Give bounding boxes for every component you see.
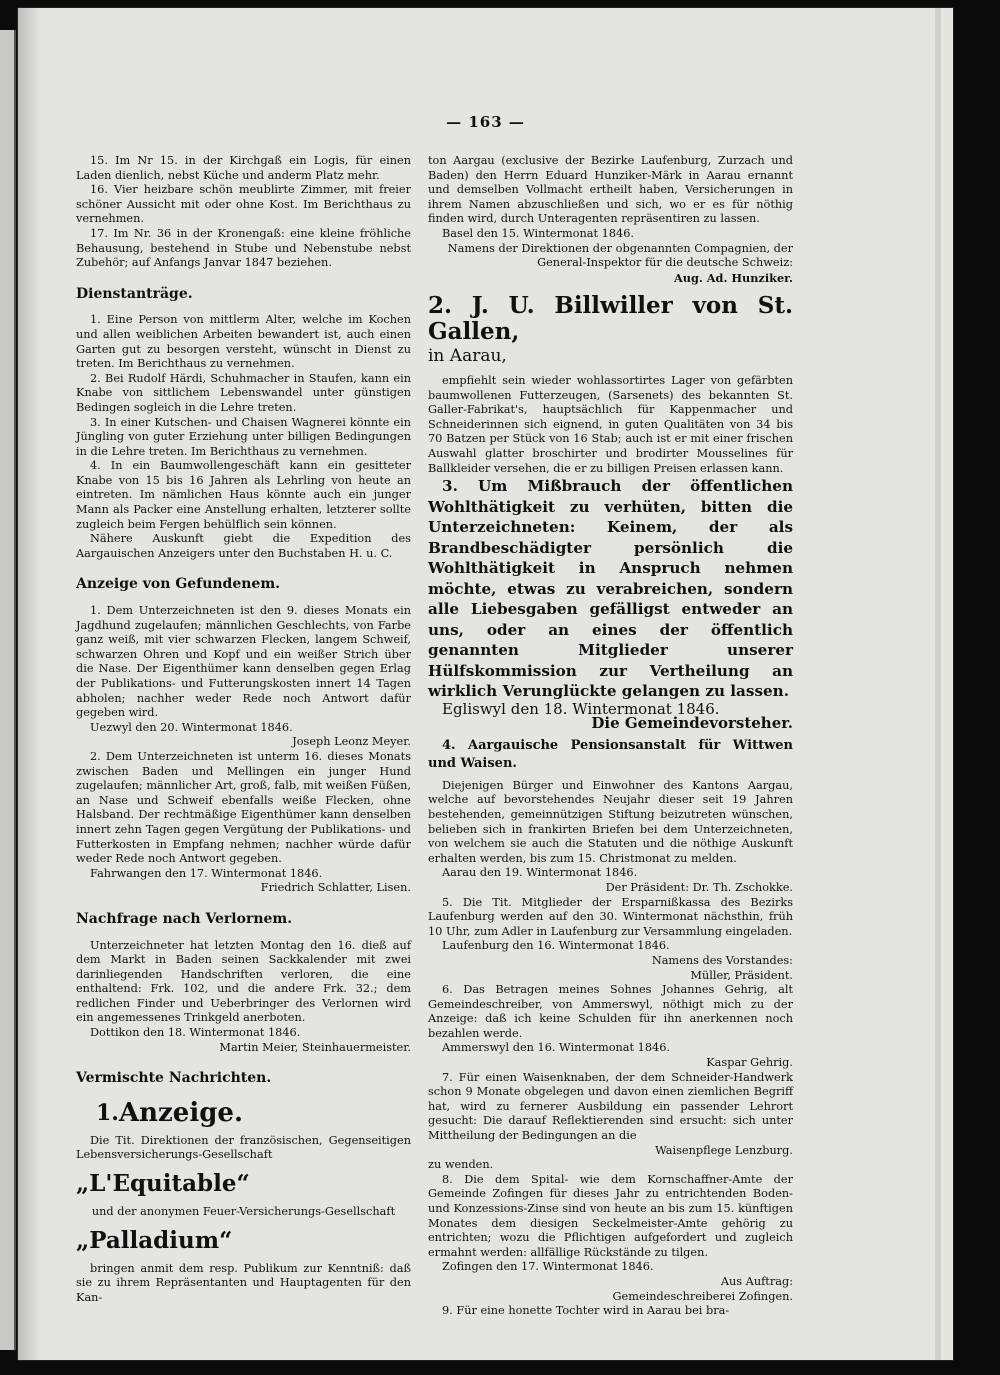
ad-item: Diejenigen Bürger und Einwohner des Kantons Aargau, welche auf bevorstehendes Neujahr dieser seit 19 Jahren bestehenden, gemeinnützigen Stiftung beizutreten wünschen, belieben sich in frankirten Briefen bei dem Unterzeichneten, von welchem sie auch die Statuten und die nöthige Auskunft erhalten werden, bis zum 15. Christmonat zu melden. bbox=[428, 778, 793, 865]
right-column bbox=[428, 154, 793, 1319]
ad-date: Uezwyl den 20. Wintermonat 1846. bbox=[90, 720, 293, 734]
ad-item: 3. In einer Kutschen- und Chaisen Wagnerei könnte ein Jüngling von guter Erziehung unter billigen Bedingungen in die Lehre treten. Im Berichthaus zu vernehmen. bbox=[76, 415, 411, 458]
anzeige-title bbox=[76, 1098, 411, 1128]
brand-palladium: „Palladium“ bbox=[76, 1226, 233, 1254]
brand-equitable: „L'Equitable“ bbox=[76, 1170, 250, 1198]
ad-signature: Namens des Vorstandes: bbox=[651, 953, 793, 967]
ad-item: 7. Für einen Waisenknaben, der dem Schneider-Handwerk schon 9 Monate obgelegen und davon einen ziemlichen Begriff hat, wird zu fernerer Ausbildung ein passender Lehrort gesucht: Die darauf Reflektierenden sind ersucht: sich unter Mittheilung der Bedingungen an die bbox=[428, 1070, 793, 1143]
page-gutter-shadow bbox=[18, 8, 40, 1360]
ad-item: 4. In ein Baumwollengeschäft kann ein gesitteter Knabe von 15 bis 16 Jahren als Lehrling von heute an eintreten. Im nämlichen Haus könnte auch ein junger Mann als Packer eine Anstellung erhalten, letzterer sollte zugleich beim Fergen behülflich sein können. bbox=[76, 459, 411, 531]
ad-date: Dottikon den 18. Wintermonat 1846. bbox=[90, 1026, 301, 1040]
ad-signature: Namens der Direktionen der obgenannten Compagnien, der General-Inspektor für die deutsche Schweiz: bbox=[447, 241, 793, 270]
ad-item: empfiehlt sein wieder wohlassortirtes Lager von gefärbten baumwollenen Futterzeugen, (Sarsenets) des bekannten St. Galler-Fabrikat's, hauptsächlich für Kappenmacher und Schneiderinnen sich eignend, in guten Qualitäten von 34 bis 70 Batzen per Stück von 16 Stab; auch ist er mit einer frischen Auswahl glatter broschirter und brodirter Mousselines für Ballkleider versehen, die er zu billigen Preisen erlassen kann. bbox=[428, 373, 793, 475]
newspaper-page bbox=[18, 8, 953, 1360]
ad-signature: Aug. Ad. Hunziker. bbox=[674, 270, 793, 285]
ad-item: Unterzeichneter hat letzten Montag den 16. dieß auf dem Markt in Baden seinen Sackkalender mit zwei darinliegenden Handschriften verloren, die eine enthaltend: Frk. 102, und die andere Frk. 32.; dem redlichen Finder und Ueberbringer des Verlornen wird ein angemessenes Trinkgeld anerboten. bbox=[76, 938, 411, 1025]
ad-item: 6. Das Betragen meines Sohnes Johannes Gehrig, alt Gemeindeschreiber, von Ammerswyl, nöthigt mich zu der Anzeige: daß ich keine Schulden für ihn anerkennen noch bezahlen werde. bbox=[428, 983, 793, 1040]
ad-signature: Martin Meier, Steinhauermeister. bbox=[219, 1040, 411, 1054]
ad-date: Basel den 15. Wintermonat 1846. bbox=[442, 226, 634, 240]
pension-heading: 4. Aargauische Pensionsanstalt für Wittwen und Waisen. bbox=[428, 737, 793, 771]
previous-page-edge bbox=[0, 30, 14, 1350]
ad-item: zu wenden. bbox=[428, 1158, 494, 1172]
ad-signature: Joseph Leonz Meyer. bbox=[292, 735, 411, 749]
ad-item: 15. Im Nr 15. in der Kirchgaß ein Logis, für einen Laden dienlich, nebst Küche und anderm Platz mehr. bbox=[76, 154, 411, 182]
section-heading-lost: Nachfrage nach Verlornem. bbox=[76, 910, 293, 927]
ad-signature: Der Präsident: Dr. Th. Zschokke. bbox=[605, 880, 793, 894]
ad-item: 1. Dem Unterzeichneten ist den 9. dieses Monats ein Jagdhund zugelaufen; männlichen Geschlechts, von Farbe ganz weiß, mit vier schwarzen Flecken, langem Schweif, schwarzen Ohren und Kopf und ein weißer Strich über die Nase. Der Eigenthümer kann denselben gegen Erlag der Publikations- und Futterungskosten innert 14 Tagen abholen; nachher weder Rede noch Antwort dafür gegeben wird. bbox=[76, 604, 411, 720]
ad-date: Aarau den 19. Wintermonat 1846. bbox=[442, 866, 638, 880]
firm-location: in Aarau, bbox=[428, 346, 507, 367]
ad-item: Die Tit. Direktionen der französischen, Gegenseitigen Lebensversicherungs-Gesellschaft bbox=[76, 1133, 411, 1162]
ad-signature: Müller, Präsident. bbox=[690, 968, 793, 982]
ad-item: 17. Im Nr. 36 in der Kronengaß: eine kleine fröhliche Behausung, bestehend in Stube und Nebenstube nebst Zubehör; auf Anfangs Janvar 1847 beziehen. bbox=[76, 226, 411, 270]
ad-date: Laufenburg den 16. Wintermonat 1846. bbox=[442, 939, 670, 953]
ad-item: ton Aargau (exclusive der Bezirke Laufenburg, Zurzach und Baden) den Herrn Eduard Hunziker-Märk in Aarau ernannt und demselben Vollmacht ertheilt haben, Versicherungen in ihrem Namen abzuschließen und sich, wo er es für nöthig finden wird, durch Unteragenten repräsentiren zu lassen. bbox=[428, 154, 793, 226]
ad-signature: Friedrich Schlatter, Lisen. bbox=[260, 881, 411, 895]
ad-date: Zofingen den 17. Wintermonat 1846. bbox=[442, 1260, 654, 1274]
section-heading-misc: Vermischte Nachrichten. bbox=[76, 1070, 272, 1087]
ad-item: 5. Die Tit. Mitglieder der Ersparnißkassa des Bezirks Laufenburg werden auf den 30. Wintermonat nächsthin, früh 10 Uhr, zum Adler in Laufenburg zur Versammlung eingeladen. bbox=[428, 895, 793, 938]
ad-signature: Gemeindeschreiberei Zofingen. bbox=[612, 1289, 793, 1303]
anzeige-number: 1. bbox=[96, 1099, 119, 1126]
appeal-notice: 3. Um Mißbrauch der öffentlichen Wohlthätigkeit zu verhüten, bitten die Unterzeichneten: Keinem, der als Brandbeschädigter persönlich die Wohlthätigkeit in Anspruch nehmen möchte, etwas zu verabreichen, sondern alle Liebesgaben gefälligst entweder an uns, oder an eines der öffentlich genannten Mitglieder unserer Hülfskommission zur Vertheilung an wirklich Verunglückte gelangen zu lassen. bbox=[428, 477, 793, 701]
page-right-edge bbox=[935, 8, 941, 1360]
ad-item: und der anonymen Feuer-Versicherungs-Gesellschaft bbox=[91, 1205, 396, 1219]
ad-date: Fahrwangen den 17. Wintermonat 1846. bbox=[90, 866, 323, 880]
firm-heading: 2. J. U. Billwiller von St. Gallen, bbox=[428, 292, 793, 346]
page-divider bbox=[14, 30, 16, 1350]
ad-signature: Die Gemeindevorsteher. bbox=[591, 714, 793, 733]
left-column bbox=[76, 154, 411, 1305]
ad-item: 16. Vier heizbare schön meublirte Zimmer, mit freier schöner Aussicht mit oder ohne Kost. Im Berichthaus zu vernehmen. bbox=[76, 183, 411, 226]
ad-signature: Aus Auftrag: bbox=[720, 1274, 793, 1288]
ad-item: 2. Dem Unterzeichneten ist unterm 16. dieses Monats zwischen Baden und Mellingen ein junger Hund zugelaufen; männlicher Art, groß, falb, mit weißen Füßen, an Nase und Schweif ebenfalls weiße Flecken, ohne Halsband. Der rechtmäßige Eigenthümer kann denselben innert zehn Tagen gegen Vergütung der Publikations- und Futterkosten in Empfang nehmen; nachher würde dafür weder Rede noch Antwort gegeben. bbox=[76, 749, 411, 866]
section-heading-dienst: Dienstanträge. bbox=[76, 285, 193, 302]
ad-item: 9. Für eine honette Tochter wird in Aarau bei bra- bbox=[442, 1304, 730, 1318]
ad-item: bringen anmit dem resp. Publikum zur Kenntniß: daß sie zu ihrem Repräsentanten und Hauptagenten für den Kan- bbox=[76, 1261, 411, 1304]
ad-item: 1. Eine Person von mittlerm Alter, welche im Kochen und allen weiblichen Arbeiten bewandert ist, auch einen Garten gut zu besorgen versteht, wünscht in Dienst zu treten. Im Berichthaus zu vernehmen. bbox=[76, 313, 411, 371]
anzeige-word: Anzeige. bbox=[118, 1097, 244, 1128]
page-number: — 163 — bbox=[446, 113, 525, 131]
ad-signature: Waisenpflege Lenzburg. bbox=[655, 1143, 793, 1157]
section-heading-found: Anzeige von Gefundenem. bbox=[76, 576, 281, 593]
ad-signature: Kaspar Gehrig. bbox=[706, 1056, 793, 1070]
ad-item: 2. Bei Rudolf Härdi, Schuhmacher in Staufen, kann ein Knabe von sittlichem Lebenswandel unter günstigen Bedingen sogleich in die Lehre treten. bbox=[76, 371, 411, 414]
ad-item: 8. Die dem Spital- wie dem Kornschaffner-Amte der Gemeinde Zofingen für dieses Jahr zu entrichtenden Boden- und Konzessions-Zinse sind von heute an bis zum 15. künftigen Monates dem diesigen Seckelmeister-Amte gehörig zu entrichten; wozu die Pflichtigen aufgefordert und zugleich ermahnt werden: allfällige Rückstände zu tilgen. bbox=[428, 1172, 793, 1259]
ad-item: Nähere Auskunft giebt die Expedition des Aargauischen Anzeigers unter den Buchstaben H. u. C. bbox=[76, 532, 411, 560]
ad-date: Ammerswyl den 16. Wintermonat 1846. bbox=[442, 1041, 670, 1055]
ad-date: Egliswyl den 18. Wintermonat 1846. bbox=[442, 699, 720, 718]
